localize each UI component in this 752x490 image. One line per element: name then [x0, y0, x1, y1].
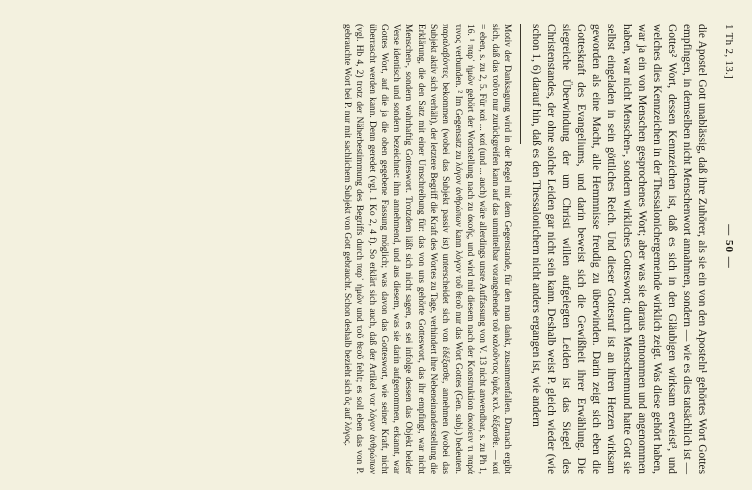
footnote-divider — [520, 24, 521, 144]
running-head: 1 Th 2, 13.] — [723, 24, 735, 80]
page-header — [713, 24, 735, 474]
footnotes: Motiv der Danksagung wird in der Regel mit dem Gegenstande, für den man dankt, zusammenfallen. Darnach ergibt sich, daß das τοῦτο nur zurückgreifen kann auf das unmittelbar vorangehende τοῦ καλοῦντος ὑμᾶς κτλ. δέξασθε. — καί = eben, s. zu 2, 5. Für καὶ ... καί (und ... auch) wäre allerdings unsre Auffassung von V. 13 nicht anwendbar, s. zu Ph 1, 16. ¹ παρ᾿ ἡμῶν gehört der Wortstellung nach zu ἀκοῆς, und wird mit diesem nach der Konstruktion ἀκούειν τι παρά τινος verbunden. ² Im Gegensatz zu λόγον ἀνθρώπων kann λόγον τοῦ θεοῦ nur das Wort Gottes (Gen. subj.) bedeuten. παραλαβόντες bekommen (wobei das Subjekt passiv ist) unterscheidet sich von ἐδέξασθε, annehmen (wobei das Subjekt aktiv sich verhält), der letztere Begriff die Kraft des Wortes zu Tage, verhindert ihre Nebeneinanderstellung die Erklärung, die den Satz mit einer Umschreibung für: das von uns gehörte Gotteswort, das ihr empfingt, war nicht Menschen-, sondern wahrhaftig Gotteswort. Trotzdem läßt sich nicht sagen, es sei infolge dessen das Objekt beider Verse identisch und sondern bezeichnet: ihm annehmend, und aus diesem, was sie darin aufgenommen, erkannt, war Gottes Wort, auf die ja die oben gegebene Fassung möglich; was davon das Gotteswort, wie seiner Kraft, nicht überrascht werden kann. Denn geredet (vgl. 1 Ko 2, 4 f). So erklärt sich auch, daß der Artikel vor λόγον ἀνθρώπων (vgl. Hb 4, 2) trotz der Näherbestimmung des Begriffs durch παρ᾿ ἡμῶν und τοῦ θεοῦ fehlt; es soll eben das von P. gebrauchte Wort bei P. nur mit sachlichem Subjekt von Gott gebraucht. Schon deshalb bezieht sich ὃς auf λόγος. — [342, 24, 512, 474]
page-number: — 50 — — [723, 224, 735, 269]
main-text: die Apostel Gott unablässig, daß ihre Zuhörer, als sie ein von den Aposteln¹ gehörtes Wort Gottes empfingen, in demselben nicht Menschenwort annahmen, sondern — wie es dies tatsächlich ist — Gottes² Wort, dessen Kennzeichen ist, daß es sich in den Gläubigen wirksam erweist³, und welches dies Kennzeichen in der Thessalonichergemeinde wirklich zeigt. Was diese gehört haben, war ja ein von Menschen gesprochenes Wort; aber was sie daraus entnommen und angenommen haben, war nicht Menschen-, sondern wirkliches Gotteswort; durch Menschenmund hatte Gott sie selbst eingeladen in sein göttliches Reich. Und dieser Gottesruf ist an ihren Herzen wirksam geworden als eine Macht, alle Hemmnisse freudig zu überwinden. Darin zeigt sich eben die Gotteskraft des Evangeliums, und darin beweist sich die Gewißheit ihrer Erwählung. Die siegreiche Überwindung der um Christi willen aufgelegten Leiden ist das Siegel des Christenstandes, der ohne solche Leiden gar nicht sein kann. Deshalb weist P. gleich wieder (wie schon 1, 6) darauf hin, daß es den Thessalonichern nicht anders ergangen ist, wie andern — [529, 24, 708, 474]
